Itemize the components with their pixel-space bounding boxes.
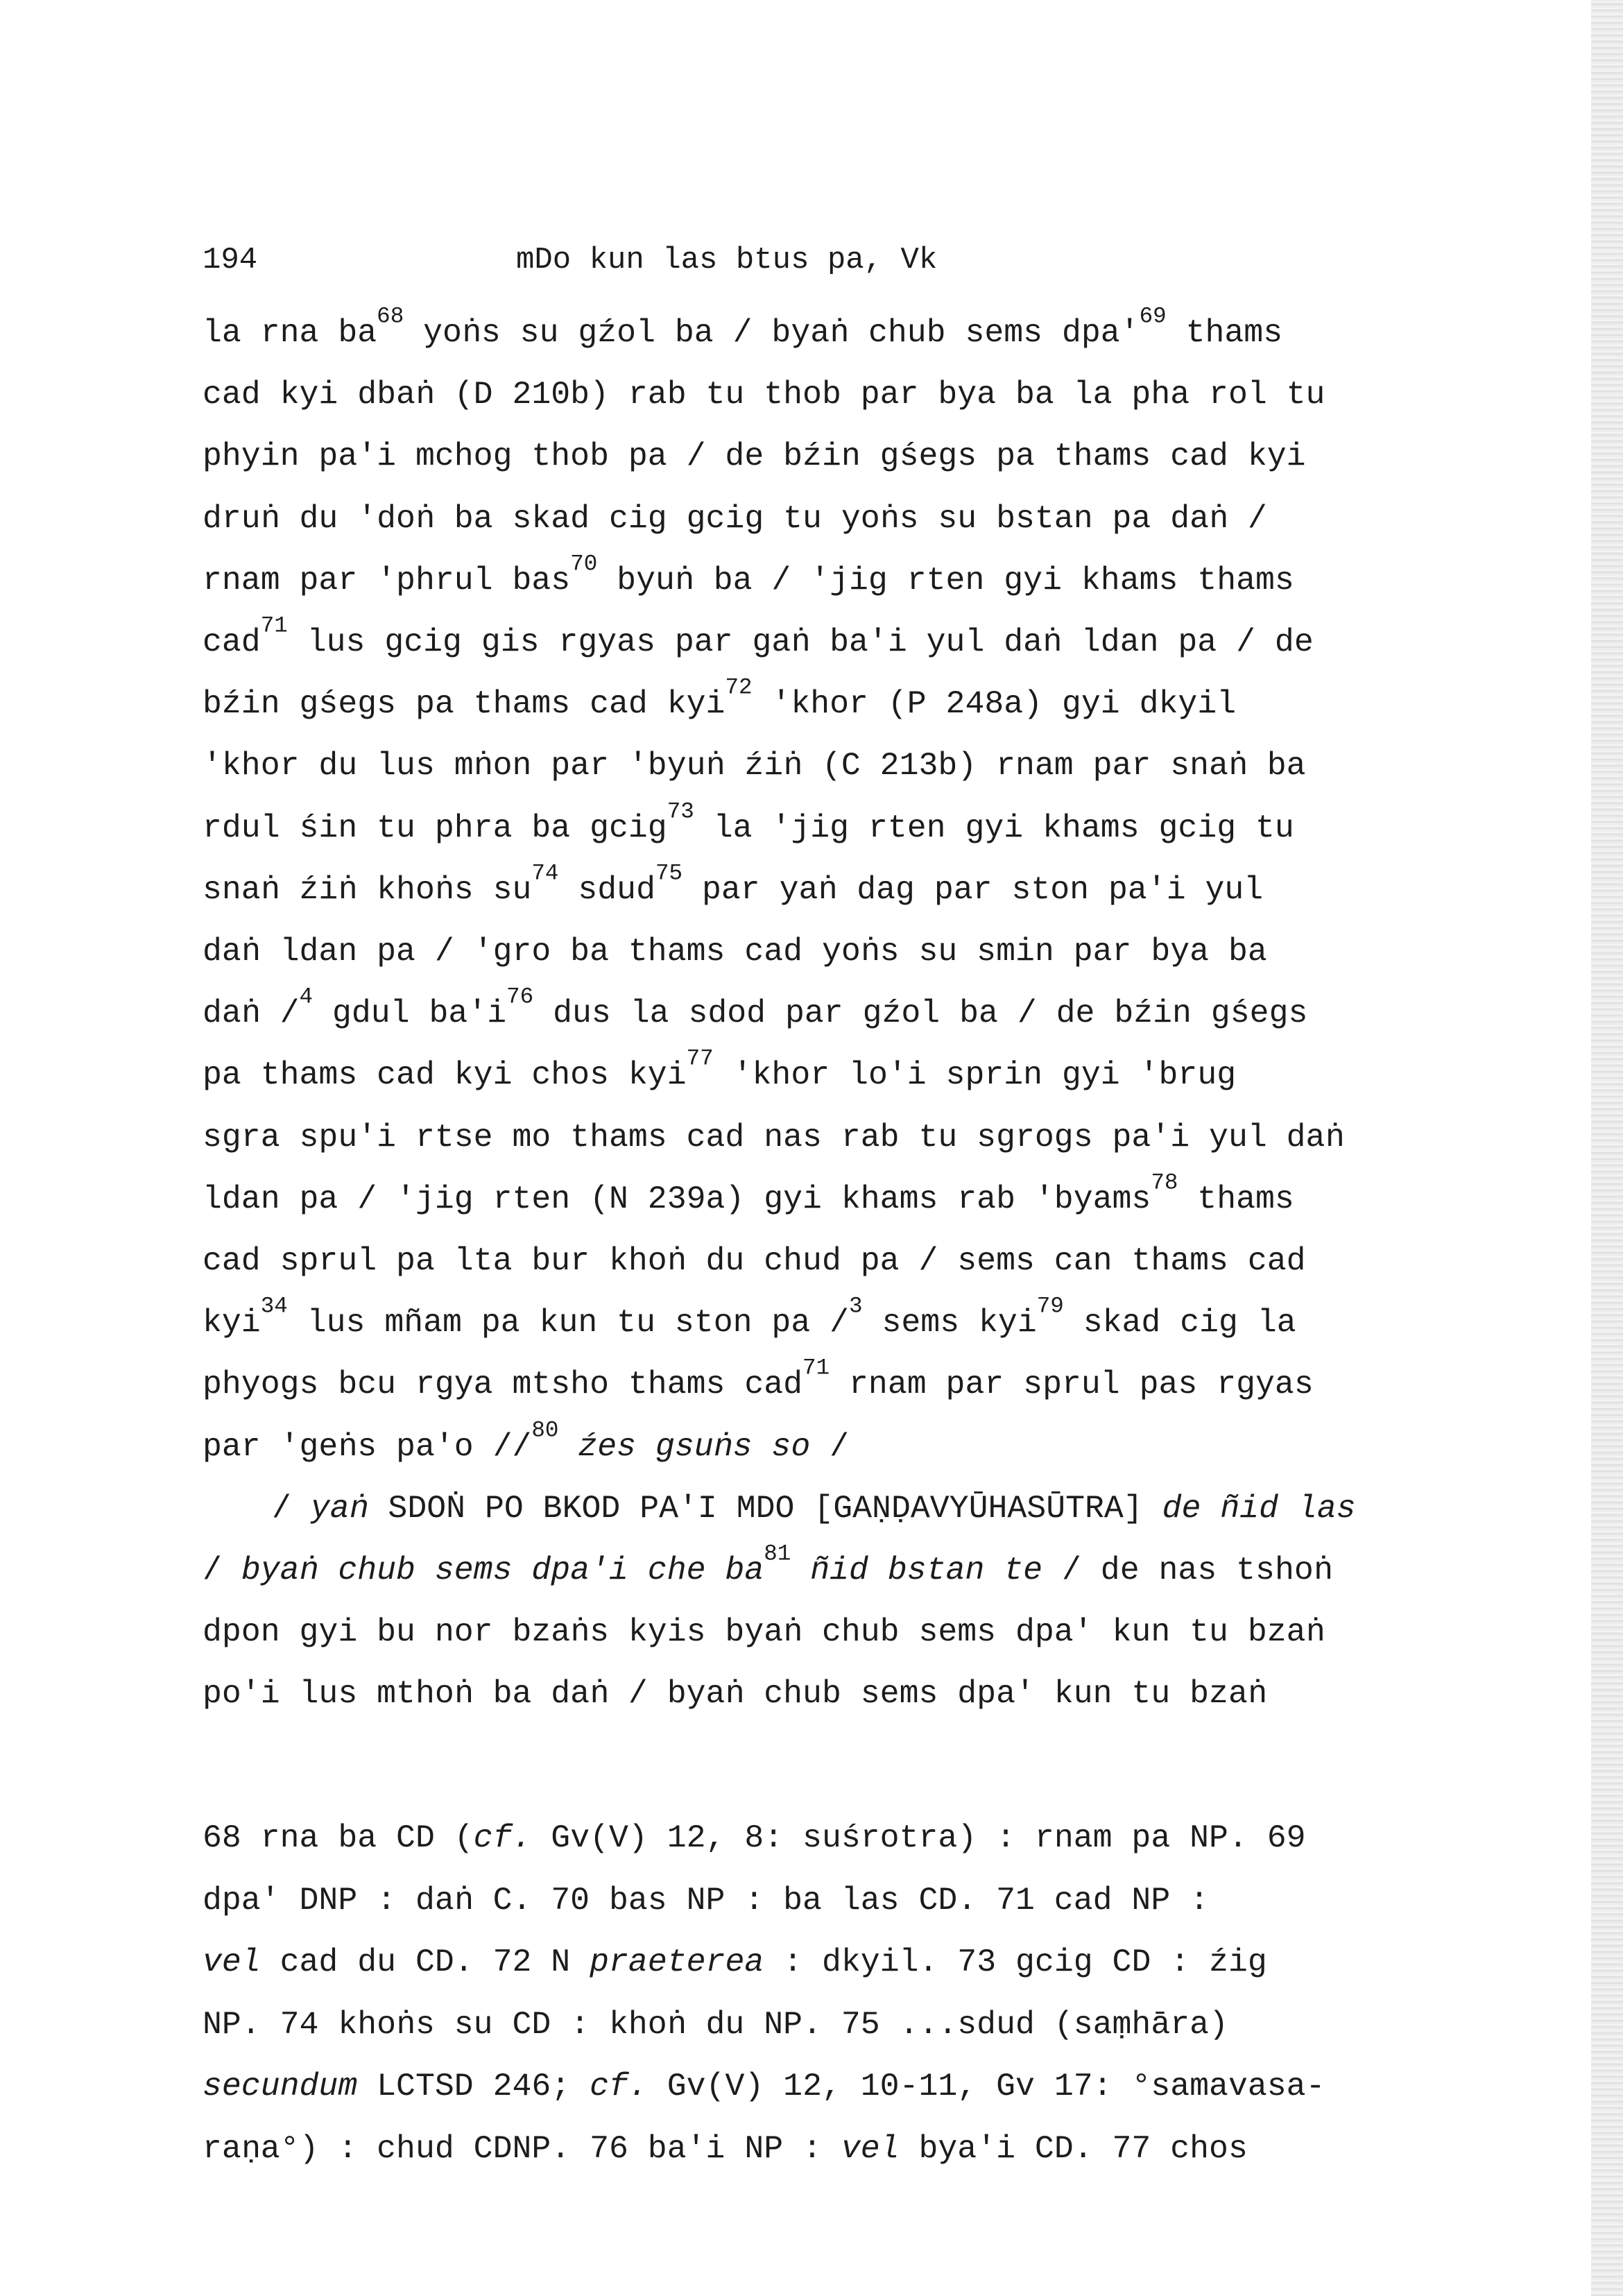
text-run: raṇa°) : chud CDNP. 76 ba'i NP : — [203, 2130, 841, 2167]
page-number: 194 — [203, 243, 258, 277]
footnote-marker: 75 — [655, 860, 683, 886]
text-run: cad — [203, 624, 261, 660]
footnote-marker: 69 — [1139, 303, 1167, 329]
footnote-marker: 77 — [686, 1045, 714, 1072]
text-run: phyogs bcu rgya mtsho thams cad — [203, 1366, 803, 1403]
text-run: phyin pa'i mchog thob pa / de bźin gśegs pa thams cad kyi — [203, 438, 1306, 475]
text-run: Gv(V) 12, 10-11, Gv 17: °samavasa- — [647, 2068, 1325, 2105]
footnote-marker: 74 — [531, 860, 559, 886]
text-run — [558, 1428, 578, 1465]
text-run: NP. 74 khoṅs su CD : khoṅ du NP. 75 ...sdud (saṃhāra) — [203, 2005, 1228, 2043]
italic-text: ñid bstan te — [810, 1552, 1043, 1588]
footnote-marker: 70 — [570, 551, 598, 577]
text-line — [203, 1113, 1472, 1162]
footnote-line — [203, 2062, 1472, 2111]
italic-text: yaṅ — [310, 1489, 369, 1527]
text-run: la rna ba — [203, 314, 377, 351]
italic-text: praeterea — [590, 1944, 764, 1980]
text-run: bźin gśegs pa thams cad kyi — [203, 685, 725, 723]
text-line — [203, 551, 1472, 605]
page-header — [203, 236, 1451, 284]
text-line — [203, 1045, 1472, 1099]
text-run: po'i lus mthoṅ ba daṅ / byaṅ chub sems dpa' kun tu bzaṅ — [203, 1675, 1267, 1713]
text-line — [203, 1355, 1472, 1409]
text-run: par 'geṅs pa'o // — [203, 1428, 532, 1465]
text-run — [791, 1552, 810, 1588]
text-line — [203, 1416, 1472, 1471]
italic-text: vel — [203, 1944, 261, 1980]
text-run: lus mñam pa kun tu ston pa / — [287, 1304, 850, 1342]
text-run: lus gcig gis rgyas par gaṅ ba'i yul daṅ ldan pa / de — [287, 624, 1314, 660]
text-run: dus la sdod par gźol ba / de bźin gśegs — [533, 995, 1308, 1032]
text-line — [203, 1293, 1472, 1347]
text-run: la 'jig rten gyi khams gcig tu — [694, 809, 1294, 846]
text-run: LCTSD 246; — [357, 2068, 590, 2105]
text-line — [203, 798, 1472, 853]
footnote-marker: 78 — [1151, 1170, 1178, 1196]
text-line — [203, 860, 1472, 914]
text-line — [203, 432, 1472, 481]
text-run: daṅ ldan pa / 'gro ba thams cad yoṅs su smin par bya ba — [203, 933, 1267, 970]
text-run: / — [203, 1552, 241, 1588]
text-run: / de nas tshoṅ — [1042, 1552, 1333, 1588]
italic-text: źes gsuṅs so — [578, 1428, 811, 1465]
text-run: cad du CD. 72 N — [260, 1944, 590, 1980]
text-run: par yaṅ dag par ston pa'i yul — [682, 871, 1264, 908]
text-run: yoṅs su gźol ba / byaṅ chub sems dpa' — [404, 314, 1140, 351]
footnote-marker: 71 — [260, 612, 288, 639]
text-line — [203, 612, 1472, 667]
text-run: SDOṄ PO BKOD PA'I MDO [GAṆḌAVYŪHASŪTRA] — [368, 1489, 1162, 1527]
text-line — [203, 1670, 1472, 1718]
text-line — [203, 927, 1472, 976]
text-run: 'khor du lus mṅon par 'byuṅ źiṅ (C 213b) rnam par snaṅ ba — [203, 747, 1306, 785]
text-line — [203, 984, 1472, 1038]
footnote-line — [203, 1876, 1472, 1925]
footnote-line — [203, 2001, 1472, 2049]
text-run: sdud — [558, 871, 655, 908]
footnote-marker: 34 — [260, 1293, 288, 1319]
text-run: / — [810, 1428, 850, 1465]
text-run: byuṅ ba / 'jig rten gyi khams thams — [597, 561, 1294, 599]
footnote-marker: 73 — [667, 798, 694, 824]
italic-text: vel — [841, 2130, 900, 2167]
text-run: skad cig la — [1063, 1304, 1296, 1342]
text-line — [203, 1608, 1472, 1656]
text-line — [203, 495, 1472, 543]
footnote-line — [203, 1814, 1472, 1862]
text-run: : dkyil. 73 gcig CD : źig — [764, 1944, 1267, 1980]
italic-text: cf. — [590, 2068, 648, 2105]
text-run: snaṅ źiṅ khoṅs su — [203, 871, 532, 908]
footnote-line — [203, 2125, 1472, 2173]
text-run: 'khor lo'i sprin gyi 'brug — [713, 1056, 1237, 1094]
footnote-marker: 4 — [299, 984, 314, 1010]
text-run: rnam par sprul pas rgyas — [830, 1366, 1314, 1403]
text-line — [203, 1170, 1472, 1224]
footnote-marker: 81 — [764, 1541, 791, 1567]
footnote-marker: 80 — [531, 1416, 559, 1443]
scanned-page-edge — [1591, 0, 1623, 2296]
text-run: pa thams cad kyi chos kyi — [203, 1056, 687, 1094]
footnote-marker: 68 — [377, 303, 404, 329]
text-run: rnam par 'phrul bas — [203, 561, 571, 599]
footnote-marker: 71 — [802, 1355, 830, 1381]
italic-text: de ñid las — [1162, 1489, 1356, 1527]
text-run: Gv(V) 12, 8: suśrotra) : rnam pa NP. 69 — [531, 1819, 1306, 1856]
text-run: sems kyi — [862, 1304, 1037, 1342]
text-run: ldan pa / 'jig rten (N 239a) gyi khams rab 'byams — [203, 1180, 1151, 1217]
text-line — [203, 674, 1472, 728]
text-line — [203, 1541, 1472, 1595]
text-run: sgra spu'i rtse mo thams cad nas rab tu sgrogs pa'i yul daṅ — [203, 1118, 1345, 1156]
text-run: 68 rna ba CD ( — [203, 1819, 474, 1856]
text-run: / — [272, 1489, 311, 1527]
text-run: 'khor (P 248a) gyi dkyil — [752, 685, 1237, 723]
footnote-marker: 79 — [1036, 1293, 1064, 1319]
text-line — [203, 1237, 1472, 1285]
text-run: cad sprul pa lta bur khoṅ du chud pa / sems can thams cad — [203, 1242, 1306, 1279]
text-run: cad kyi dbaṅ (D 210b) rab tu thob par bya ba la pha rol tu — [203, 376, 1325, 413]
text-run: dpa' DNP : daṅ C. 70 bas NP : ba las CD. 71 cad NP : — [203, 1881, 1210, 1919]
text-line — [203, 742, 1472, 790]
text-line — [272, 1484, 1472, 1533]
text-line — [203, 370, 1472, 419]
text-run: kyi — [203, 1304, 261, 1342]
text-line — [203, 303, 1472, 357]
italic-text: byaṅ chub sems dpa'i che ba — [241, 1552, 764, 1588]
text-run: rdul śin tu phra ba gcig — [203, 809, 667, 846]
text-run: bya'i CD. 77 chos — [899, 2130, 1248, 2167]
text-run: daṅ / — [203, 995, 300, 1032]
text-run: dpon gyi bu nor bzaṅs kyis byaṅ chub sems dpa' kun tu bzaṅ — [203, 1613, 1325, 1651]
text-run: druṅ du 'doṅ ba skad cig gcig tu yoṅs su bstan pa daṅ / — [203, 499, 1267, 537]
italic-text: secundum — [203, 2068, 358, 2105]
running-title: mDo kun las btus pa, Vk — [516, 243, 938, 277]
italic-text: cf. — [473, 1819, 532, 1856]
footnote-marker: 3 — [849, 1293, 863, 1319]
text-run: gdul ba'i — [313, 995, 507, 1032]
text-run: thams — [1178, 1180, 1294, 1217]
footnote-marker: 76 — [506, 984, 534, 1010]
footnote-marker: 72 — [725, 674, 753, 701]
text-run: thams — [1166, 314, 1283, 351]
footnote-line — [203, 1938, 1472, 1987]
